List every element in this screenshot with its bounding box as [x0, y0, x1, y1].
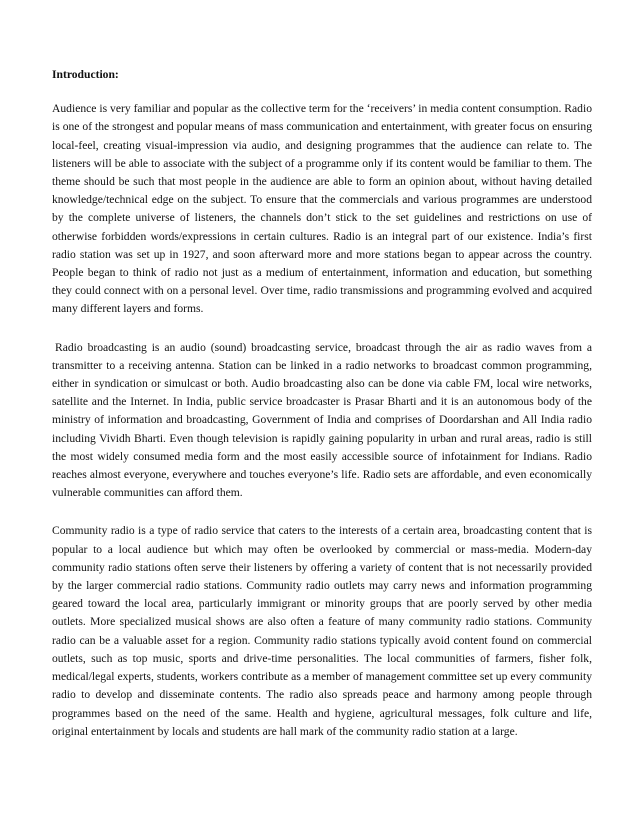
paragraph-radio-broadcasting: Radio broadcasting is an audio (sound) broadcasting service, broadcast through the air as radio waves from a transmitter to a receiving antenna. Station can be linked in a radio networks to broadcast common programming, either in syndication or simulcast or both. Audio broadcasting also can be done via cable FM, local wire networks, satellite and the Internet. In India, public service broadcaster is Prasar Bharti and it is an autonomous body of the ministry of information and broadcasting, Government of India and comprises of Doordarshan and All India radio including Vividh Bharti. Even though television is rapidly gaining popularity in urban and rural areas, radio is still the most widely consumed media form and the most easily accessible source of infotainment for Indians. Radio reaches almost everyone, everywhere and touches everyone’s life. Radio sets are affordable, and even economically vulnerable communities can afford them. [52, 340, 592, 500]
section-heading: Introduction: [52, 68, 119, 81]
document-page [52, 66, 592, 741]
paragraph-community-radio: Community radio is a type of radio service that caters to the interests of a certain area, broadcasting content that is popular to a local audience but which may often be overlooked by commercial or mass-media. Modern-day community radio stations often serve their listeners by offering a variety of content that is not necessarily provided by the larger commercial radio stations. Community radio outlets may carry news and information programming geared toward the local area, particularly immigrant or minority groups that are poorly served by other media outlets. More specialized musical shows are also often a feature of many community radio stations. Community radio can be a valuable asset for a region. Community radio stations typically avoid content found on commercial outlets, such as top music, sports and drive-time personalities. The local communities of farmers, fisher folk, medical/legal experts, students, workers contribute as a member of management committee set up every community radio to develop and disseminate contents. The radio also spreads peace and harmony among people through programmes based on the need of the same. Health and hygiene, agricultural messages, folk culture and life, original entertainment by locals and students are hall mark of the community radio station at a large. [52, 524, 592, 738]
paragraph-audience: Audience is very familiar and popular as the collective term for the ‘receivers’ in media content consumption. Radio is one of the strongest and popular means of mass communication and entertainment, with greater focus on ensuring local-feel, creating visual-impression via audio, and designing programmes that the audience can relate to. The listeners will be able to associate with the subject of a programme only if its content would be familiar to them. The theme should be such that most people in the audience are able to form an opinion about, without having detailed knowledge/technical edge on the subject. To ensure that the commercials and various programmes are understood by the complete universe of listeners, the channels don’t stick to the set guidelines and restrictions on use of otherwise forbidden words/expressions in certain cultures. Radio is an integral part of our existence. India’s first radio station was set up in 1927, and soon afterward more and more stations began to appear across the country. People began to think of radio not just as a medium of entertainment, information and education, but something they could connect with on a personal level. Over time, radio transmissions and programming evolved and acquired many different layers and forms. [52, 102, 592, 316]
